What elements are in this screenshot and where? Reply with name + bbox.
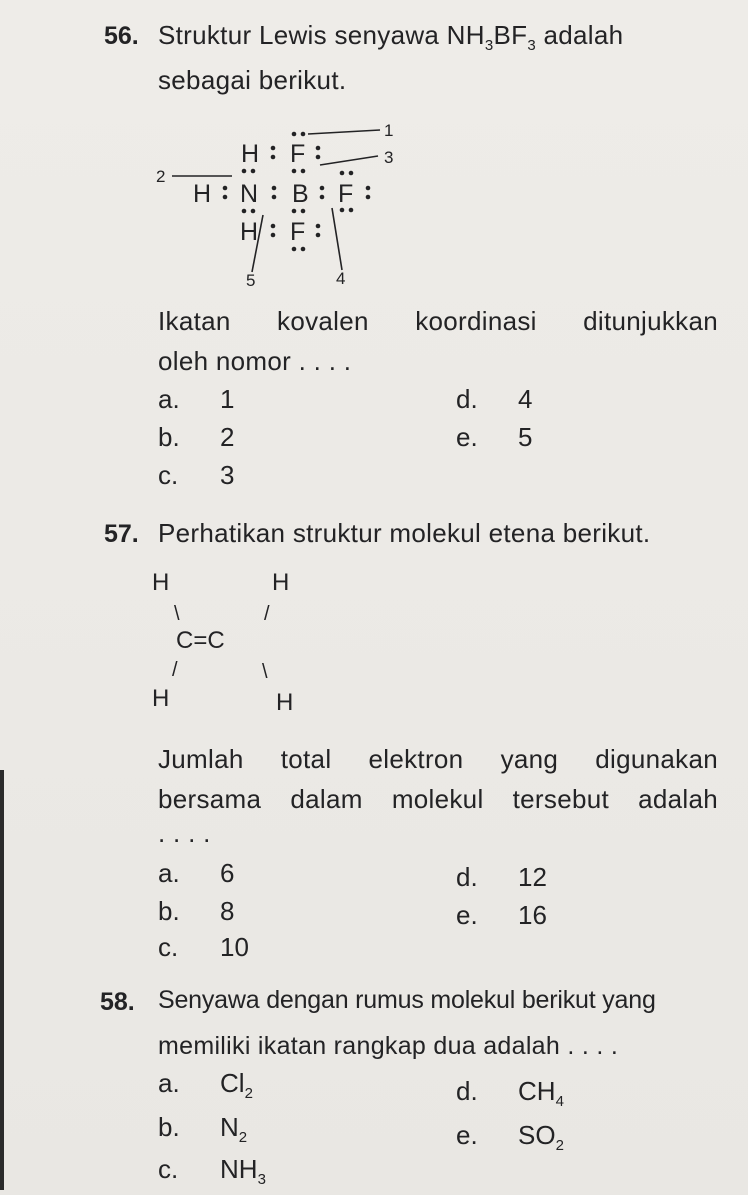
atom-b: B — [292, 180, 309, 208]
ethene-h-bottom-left: H — [152, 685, 170, 712]
option-label: b. — [158, 1112, 180, 1142]
option-label: b. — [158, 896, 180, 926]
atom-h-bottom: H — [240, 218, 259, 246]
ethene-h-top-right: H — [272, 569, 290, 596]
ethene-bond-top-right: / — [264, 603, 270, 625]
option-formula-sub: 2 — [555, 1137, 564, 1154]
atom-n: N — [240, 180, 259, 208]
question-56-title-line2: sebagai berikut. — [158, 65, 347, 95]
option-value: 5 — [518, 422, 533, 452]
question-57-stem-line3: . . . . — [158, 818, 211, 848]
option-label: a. — [158, 858, 180, 888]
q57-option-e[interactable] — [456, 900, 547, 931]
q58-option-d[interactable] — [456, 1076, 564, 1110]
option-label: a. — [158, 1068, 180, 1098]
q56-option-b[interactable] — [158, 422, 234, 453]
q58-option-c[interactable] — [158, 1154, 266, 1188]
q58-option-b[interactable] — [158, 1112, 248, 1146]
question-56-stem-line1: Ikatan kovalen koordinasi ditunjukkan — [158, 306, 718, 336]
pointer-label-5: 5 — [246, 271, 256, 290]
question-56-number: 56. — [104, 22, 139, 50]
ethene-bond-top-left: \ — [174, 603, 180, 625]
option-value: 2 — [220, 422, 235, 452]
option-label: a. — [158, 384, 180, 414]
lewis-structure-diagram — [140, 110, 440, 300]
page-binding-edge — [0, 770, 4, 1190]
option-label: d. — [456, 862, 478, 892]
q57-option-c[interactable] — [158, 932, 249, 963]
option-label: d. — [456, 1076, 478, 1106]
ethene-carbon-double-bond: C=C — [176, 627, 225, 654]
option-label: c. — [158, 1154, 179, 1184]
atom-f-bottom: F — [290, 218, 306, 246]
pointer-label-1: 1 — [384, 121, 394, 140]
q57-option-d[interactable] — [456, 862, 547, 893]
option-value: 12 — [518, 862, 547, 892]
option-formula: SO — [518, 1120, 556, 1150]
option-label: c. — [158, 932, 179, 962]
option-label: e. — [456, 1120, 478, 1150]
q57-option-b[interactable] — [158, 896, 234, 927]
question-56-title — [158, 20, 718, 54]
option-value: 1 — [220, 384, 235, 414]
question-57-title: Perhatikan struktur molekul etena berikut. — [158, 518, 651, 548]
q56-option-d[interactable] — [456, 384, 532, 415]
option-label: b. — [158, 422, 180, 452]
q56-option-c[interactable] — [158, 460, 234, 491]
question-58-stem-line2: memiliki ikatan rangkap dua adalah . . . . — [158, 1032, 619, 1060]
q56-option-a[interactable] — [158, 384, 234, 415]
q56-option-e[interactable] — [456, 422, 532, 453]
atom-f-top: F — [290, 140, 306, 168]
option-formula-sub: 3 — [257, 1171, 266, 1188]
question-58-stem-line1: Senyawa dengan rumus molekul berikut yang — [158, 986, 656, 1014]
q56-title-sub: 3 — [484, 37, 494, 54]
option-formula: N — [220, 1112, 239, 1142]
option-value: 8 — [220, 896, 235, 926]
pointer-label-2: 2 — [156, 167, 166, 186]
option-value: 10 — [220, 932, 249, 962]
q58-option-e[interactable] — [456, 1120, 564, 1154]
question-58-number: 58. — [100, 988, 135, 1016]
ethene-h-top-left: H — [152, 569, 170, 596]
atom-h-left: H — [193, 180, 212, 208]
atom-h-top: H — [241, 140, 260, 168]
q56-title-part: Struktur Lewis senyawa NH — [158, 20, 485, 50]
question-57-number: 57. — [104, 520, 139, 548]
q57-option-a[interactable] — [158, 858, 234, 889]
ethene-h-bottom-right: H — [276, 689, 294, 716]
option-label: c. — [158, 460, 179, 490]
pointer-label-3: 3 — [384, 148, 394, 167]
q56-title-part: adalah — [535, 20, 624, 50]
question-56-stem-line2: oleh nomor . . . . — [158, 346, 352, 376]
option-label: e. — [456, 900, 478, 930]
q56-title-part: BF — [493, 20, 528, 50]
option-value: 3 — [220, 460, 235, 490]
ethene-structure-diagram — [140, 560, 340, 720]
option-label: e. — [456, 422, 478, 452]
option-formula: NH — [220, 1154, 258, 1184]
option-value: 4 — [518, 384, 533, 414]
pointer-label-4: 4 — [336, 269, 346, 288]
q56-title-sub: 3 — [527, 37, 536, 54]
question-57-stem-line2: bersama dalam molekul tersebut adalah — [158, 784, 718, 814]
q58-option-a[interactable] — [158, 1068, 253, 1102]
atom-f-right: F — [338, 180, 354, 208]
option-formula-sub: 2 — [238, 1129, 248, 1146]
option-label: d. — [456, 384, 478, 414]
option-value: 16 — [518, 900, 547, 930]
question-57-stem-line1: Jumlah total elektron yang digunakan — [158, 744, 718, 774]
option-formula: Cl — [220, 1068, 245, 1098]
ethene-bond-bottom-left: / — [172, 659, 178, 681]
ethene-bond-bottom-right: \ — [262, 661, 268, 683]
option-formula-sub: 2 — [244, 1085, 253, 1102]
option-formula: CH — [518, 1076, 556, 1106]
option-formula-sub: 4 — [555, 1093, 564, 1110]
option-value: 6 — [220, 858, 235, 888]
